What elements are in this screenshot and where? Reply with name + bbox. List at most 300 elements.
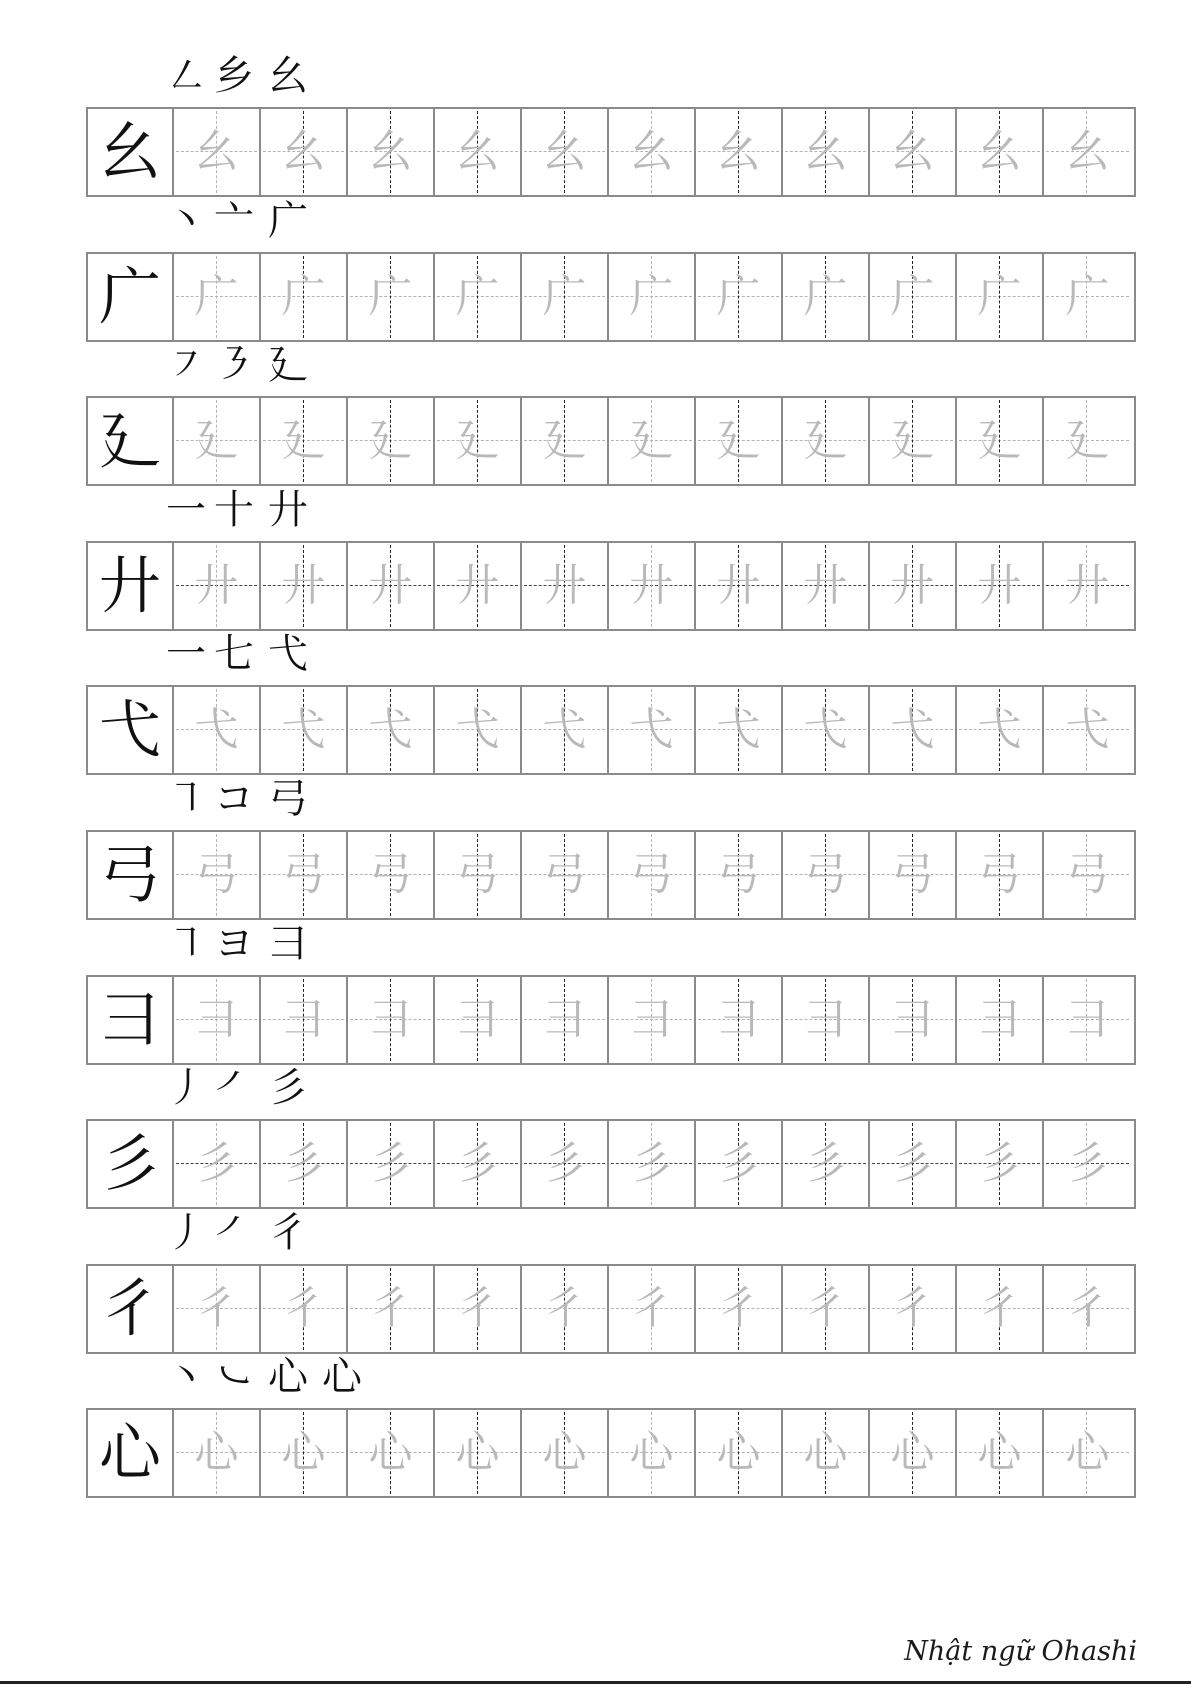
trace-character: 广	[542, 270, 587, 322]
trace-character: 彐	[716, 993, 761, 1045]
practice-cell[interactable]	[1044, 832, 1131, 918]
trace-character: 幺	[716, 126, 761, 177]
trace-character: 彐	[977, 993, 1022, 1045]
practice-cell[interactable]	[609, 543, 696, 629]
practice-cell[interactable]	[609, 254, 696, 340]
trace-character: 彡	[542, 1138, 587, 1190]
stroke-step: 廴	[268, 342, 308, 389]
practice-cell[interactable]	[174, 977, 261, 1063]
grid-row	[86, 107, 1136, 197]
trace-character: 广	[629, 270, 674, 322]
grid-row	[86, 541, 1136, 631]
trace-character: 彡	[281, 1138, 326, 1190]
practice-cell[interactable]	[696, 977, 783, 1063]
trace-character: 廴	[716, 415, 761, 467]
trace-character: 弋	[977, 704, 1022, 756]
practice-row	[86, 334, 1134, 484]
practice-cell[interactable]	[1044, 398, 1131, 484]
trace-character: 彡	[455, 1138, 500, 1190]
practice-cell[interactable]	[435, 832, 522, 918]
trace-character: 彳	[455, 1282, 500, 1334]
practice-cell[interactable]	[348, 832, 435, 918]
stroke-step: 彡	[268, 1065, 308, 1112]
stroke-order	[86, 45, 1134, 107]
practice-cell[interactable]	[957, 977, 1044, 1063]
practice-cell[interactable]	[348, 1410, 435, 1496]
practice-row	[86, 768, 1134, 918]
stroke-step: 廾	[268, 486, 308, 533]
trace-character: 廾	[890, 559, 935, 611]
trace-character: 弓	[803, 849, 848, 900]
practice-cell[interactable]	[522, 254, 609, 340]
trace-character: 廾	[368, 559, 413, 611]
practice-cell[interactable]	[261, 687, 348, 773]
practice-cell[interactable]	[870, 1410, 957, 1496]
practice-cell[interactable]	[1044, 977, 1131, 1063]
practice-cell[interactable]	[696, 109, 783, 195]
practice-cell[interactable]	[261, 254, 348, 340]
trace-character: 弓	[281, 849, 326, 900]
trace-character: 弓	[455, 849, 500, 900]
practice-cell[interactable]	[783, 1410, 870, 1496]
trace-character: 彡	[194, 1138, 239, 1190]
trace-character: 彡	[1065, 1138, 1110, 1190]
practice-cell[interactable]	[261, 832, 348, 918]
trace-character: 弋	[716, 704, 761, 756]
trace-character: 广	[194, 270, 239, 322]
practice-cell[interactable]	[609, 398, 696, 484]
trace-character: 广	[455, 270, 500, 322]
practice-cell[interactable]	[348, 1121, 435, 1207]
practice-cell[interactable]	[435, 1410, 522, 1496]
practice-cell[interactable]	[348, 687, 435, 773]
grid-row	[86, 830, 1136, 920]
stroke-step: ㇃	[214, 1354, 254, 1401]
model-character: 心	[98, 1416, 161, 1490]
trace-character: 心	[716, 1427, 761, 1479]
trace-character: 心	[455, 1427, 500, 1479]
model-cell	[88, 687, 174, 773]
practice-cell[interactable]	[957, 832, 1044, 918]
model-character: 廴	[98, 404, 161, 478]
stroke-order	[86, 913, 1134, 975]
practice-cell[interactable]	[696, 832, 783, 918]
trace-character: 彳	[281, 1282, 326, 1334]
model-cell	[88, 398, 174, 484]
stroke-step: 心	[322, 1354, 362, 1401]
trace-character: 弓	[977, 849, 1022, 900]
practice-cell[interactable]	[1044, 543, 1131, 629]
practice-cell[interactable]	[522, 1121, 609, 1207]
practice-cell[interactable]	[174, 832, 261, 918]
trace-character: 广	[1065, 270, 1110, 322]
practice-cell[interactable]	[435, 687, 522, 773]
trace-character: 廴	[542, 415, 587, 467]
trace-character: 廾	[1065, 559, 1110, 611]
practice-cell[interactable]	[522, 687, 609, 773]
model-character: 广	[98, 259, 161, 333]
practice-cell[interactable]	[609, 109, 696, 195]
trace-character: 彳	[1065, 1282, 1110, 1334]
practice-cell[interactable]	[435, 543, 522, 629]
model-cell	[88, 543, 174, 629]
trace-character: 彳	[629, 1282, 674, 1334]
practice-cell[interactable]	[261, 543, 348, 629]
practice-cell[interactable]	[696, 543, 783, 629]
stroke-step: 弋	[268, 631, 308, 678]
trace-character: 彐	[281, 993, 326, 1045]
practice-cell[interactable]	[174, 1410, 261, 1496]
trace-character: 彡	[368, 1138, 413, 1190]
footer-brand: Nhật ngữ Ohashi	[904, 1636, 1137, 1667]
practice-row	[86, 1202, 1134, 1352]
practice-cell[interactable]	[174, 398, 261, 484]
trace-character: 廾	[716, 559, 761, 611]
trace-character: 弋	[455, 704, 500, 756]
practice-cell[interactable]	[696, 1410, 783, 1496]
trace-character: 心	[890, 1427, 935, 1479]
practice-cell[interactable]	[870, 977, 957, 1063]
practice-cell[interactable]	[870, 109, 957, 195]
practice-cell[interactable]	[522, 977, 609, 1063]
trace-character: 广	[890, 270, 935, 322]
stroke-step: ㇒	[214, 1065, 254, 1112]
practice-cell[interactable]	[870, 1266, 957, 1352]
trace-character: 弓	[368, 849, 413, 900]
trace-character: 幺	[803, 126, 848, 177]
trace-character: 廴	[890, 415, 935, 467]
trace-character: 幺	[629, 126, 674, 177]
stroke-step: ㇒	[214, 1209, 254, 1256]
trace-character: 廾	[803, 559, 848, 611]
practice-cell[interactable]	[870, 254, 957, 340]
stroke-step: ヨ	[214, 920, 254, 967]
trace-character: 廾	[281, 559, 326, 611]
stroke-order	[86, 1057, 1134, 1119]
trace-character: 弋	[368, 704, 413, 756]
practice-cell[interactable]	[870, 543, 957, 629]
trace-character: 彳	[716, 1282, 761, 1334]
stroke-step: 七	[214, 631, 254, 678]
model-character: 廾	[98, 548, 161, 622]
practice-cell[interactable]	[522, 1266, 609, 1352]
trace-character: 彐	[542, 993, 587, 1045]
practice-cell[interactable]	[957, 254, 1044, 340]
bottom-rule	[0, 1681, 1191, 1684]
practice-cell[interactable]	[348, 977, 435, 1063]
practice-cell[interactable]	[261, 1410, 348, 1496]
stroke-step: ㇇	[166, 342, 206, 389]
practice-cell[interactable]	[261, 977, 348, 1063]
practice-cell[interactable]	[348, 398, 435, 484]
model-character: 彐	[98, 982, 161, 1056]
stroke-order	[86, 479, 1134, 541]
practice-cell[interactable]	[522, 109, 609, 195]
practice-cell[interactable]	[261, 398, 348, 484]
practice-row	[86, 623, 1134, 773]
model-character: 弋	[98, 693, 161, 767]
practice-row	[86, 45, 1134, 195]
stroke-order	[86, 1346, 1134, 1408]
practice-cell[interactable]	[1044, 1121, 1131, 1207]
practice-cell[interactable]	[1044, 687, 1131, 773]
stroke-step: 一	[166, 631, 206, 678]
practice-cell[interactable]	[696, 1121, 783, 1207]
practice-cell[interactable]	[957, 109, 1044, 195]
practice-cell[interactable]	[957, 1121, 1044, 1207]
trace-character: 心	[281, 1427, 326, 1479]
trace-character: 弋	[281, 704, 326, 756]
practice-cell[interactable]	[783, 254, 870, 340]
practice-row	[86, 913, 1134, 1063]
trace-character: 彳	[977, 1282, 1022, 1334]
trace-character: 弋	[890, 704, 935, 756]
practice-cell[interactable]	[870, 398, 957, 484]
trace-character: 廴	[629, 415, 674, 467]
grid-row	[86, 396, 1136, 486]
practice-row	[86, 1346, 1134, 1496]
model-character: 弓	[98, 838, 161, 911]
model-cell	[88, 1121, 174, 1207]
trace-character: 彐	[194, 993, 239, 1045]
practice-cell[interactable]	[174, 1121, 261, 1207]
trace-character: 弋	[194, 704, 239, 756]
practice-row	[86, 190, 1134, 340]
practice-cell[interactable]	[609, 1121, 696, 1207]
practice-cell[interactable]	[522, 832, 609, 918]
trace-character: 彡	[716, 1138, 761, 1190]
grid-row	[86, 1264, 1136, 1354]
stroke-step: 丶	[166, 1354, 206, 1401]
trace-character: 心	[977, 1427, 1022, 1479]
trace-character: 廾	[629, 559, 674, 611]
stroke-step: 彳	[268, 1209, 308, 1256]
trace-character: 彡	[629, 1138, 674, 1190]
practice-cell[interactable]	[522, 543, 609, 629]
practice-cell[interactable]	[174, 543, 261, 629]
stroke-step: 幺	[268, 53, 308, 99]
trace-character: 廴	[194, 415, 239, 467]
practice-cell[interactable]	[174, 254, 261, 340]
practice-cell[interactable]	[435, 109, 522, 195]
practice-cell[interactable]	[435, 254, 522, 340]
grid-row	[86, 1408, 1136, 1498]
trace-character: 幺	[977, 126, 1022, 177]
practice-cell[interactable]	[348, 109, 435, 195]
practice-row	[86, 479, 1134, 629]
stroke-order	[86, 1202, 1134, 1264]
practice-cell[interactable]	[609, 977, 696, 1063]
practice-cell[interactable]	[174, 1266, 261, 1352]
stroke-order	[86, 190, 1134, 252]
trace-character: 幺	[281, 126, 326, 177]
stroke-step: コ	[214, 776, 254, 822]
model-cell	[88, 254, 174, 340]
trace-character: 彐	[1065, 993, 1110, 1045]
stroke-step: ㇋	[214, 342, 254, 389]
trace-character: 心	[542, 1427, 587, 1479]
trace-character: 幺	[542, 126, 587, 177]
practice-cell[interactable]	[870, 832, 957, 918]
practice-cell[interactable]	[783, 1121, 870, 1207]
practice-cell[interactable]	[261, 1266, 348, 1352]
trace-character: 心	[629, 1427, 674, 1479]
stroke-order	[86, 768, 1134, 830]
stroke-step: 亠	[214, 197, 254, 244]
trace-character: 廴	[455, 415, 500, 467]
trace-character: 彐	[368, 993, 413, 1045]
practice-cell[interactable]	[609, 1410, 696, 1496]
practice-cell[interactable]	[1044, 1266, 1131, 1352]
model-cell	[88, 1410, 174, 1496]
trace-character: 彡	[890, 1138, 935, 1190]
practice-cell[interactable]	[609, 1266, 696, 1352]
trace-character: 弋	[542, 704, 587, 756]
practice-cell[interactable]	[348, 543, 435, 629]
practice-cell[interactable]	[174, 687, 261, 773]
model-character: 彡	[98, 1127, 161, 1201]
practice-cell[interactable]	[957, 1410, 1044, 1496]
stroke-step: 彐	[268, 920, 308, 967]
practice-cell[interactable]	[261, 109, 348, 195]
model-cell	[88, 832, 174, 918]
practice-cell[interactable]	[783, 109, 870, 195]
practice-cell[interactable]	[609, 832, 696, 918]
stroke-step: 心	[268, 1354, 308, 1401]
trace-character: 廴	[977, 415, 1022, 467]
trace-character: 彐	[803, 993, 848, 1045]
trace-character: 廴	[1065, 415, 1110, 467]
model-character: 幺	[98, 115, 161, 188]
practice-cell[interactable]	[1044, 1410, 1131, 1496]
trace-character: 弓	[194, 849, 239, 900]
practice-cell[interactable]	[522, 1410, 609, 1496]
trace-character: 心	[803, 1427, 848, 1479]
practice-cell[interactable]	[957, 398, 1044, 484]
practice-cell[interactable]	[348, 254, 435, 340]
grid-row	[86, 1119, 1136, 1209]
practice-cell[interactable]	[870, 1121, 957, 1207]
stroke-step: ㇕	[166, 920, 206, 967]
practice-cell[interactable]	[957, 687, 1044, 773]
practice-cell[interactable]	[783, 687, 870, 773]
trace-character: 心	[1065, 1427, 1110, 1479]
stroke-step: 乡	[214, 53, 254, 99]
practice-cell[interactable]	[1044, 109, 1131, 195]
stroke-step: 丶	[166, 197, 206, 244]
trace-character: 弓	[716, 849, 761, 900]
practice-cell[interactable]	[870, 687, 957, 773]
practice-cell[interactable]	[696, 398, 783, 484]
trace-character: 廴	[368, 415, 413, 467]
practice-cell[interactable]	[435, 1266, 522, 1352]
stroke-step: 一	[166, 486, 206, 533]
trace-character: 弓	[629, 849, 674, 900]
practice-cell[interactable]	[435, 398, 522, 484]
trace-character: 彡	[977, 1138, 1022, 1190]
practice-row	[86, 1057, 1134, 1207]
trace-character: 广	[368, 270, 413, 322]
trace-character: 心	[194, 1427, 239, 1479]
trace-character: 廾	[194, 559, 239, 611]
practice-cell[interactable]	[609, 687, 696, 773]
practice-cell[interactable]	[435, 1121, 522, 1207]
practice-cell[interactable]	[696, 1266, 783, 1352]
stroke-step: 丿	[166, 1209, 206, 1256]
trace-character: 彳	[194, 1282, 239, 1334]
practice-cell[interactable]	[783, 832, 870, 918]
trace-character: 幺	[368, 126, 413, 177]
practice-cell[interactable]	[1044, 254, 1131, 340]
practice-cell[interactable]	[783, 398, 870, 484]
practice-cell[interactable]	[174, 109, 261, 195]
grid-row	[86, 252, 1136, 342]
trace-character: 弓	[542, 849, 587, 900]
trace-character: 彳	[542, 1282, 587, 1334]
trace-character: 廾	[977, 559, 1022, 611]
trace-character: 彳	[803, 1282, 848, 1334]
practice-cell[interactable]	[348, 1266, 435, 1352]
trace-character: 弓	[1065, 849, 1110, 900]
practice-cell[interactable]	[696, 254, 783, 340]
model-cell	[88, 977, 174, 1063]
stroke-step: 丿	[166, 1065, 206, 1112]
trace-character: 彡	[803, 1138, 848, 1190]
stroke-order	[86, 334, 1134, 396]
stroke-step: ㇕	[166, 776, 206, 822]
trace-character: 弓	[890, 849, 935, 900]
trace-character: 幺	[890, 126, 935, 177]
grid-row	[86, 975, 1136, 1065]
stroke-step: ㇜	[166, 53, 206, 99]
trace-character: 彐	[629, 993, 674, 1045]
practice-cell[interactable]	[957, 1266, 1044, 1352]
trace-character: 广	[716, 270, 761, 322]
practice-cell[interactable]	[696, 687, 783, 773]
trace-character: 廾	[542, 559, 587, 611]
practice-cell[interactable]	[435, 977, 522, 1063]
trace-character: 广	[977, 270, 1022, 322]
trace-character: 幺	[1065, 126, 1110, 177]
practice-cell[interactable]	[522, 398, 609, 484]
trace-character: 彐	[455, 993, 500, 1045]
trace-character: 廴	[803, 415, 848, 467]
trace-character: 弋	[803, 704, 848, 756]
trace-character: 广	[281, 270, 326, 322]
trace-character: 彳	[368, 1282, 413, 1334]
trace-character: 彐	[890, 993, 935, 1045]
stroke-step: 十	[214, 486, 254, 533]
practice-cell[interactable]	[957, 543, 1044, 629]
trace-character: 廴	[281, 415, 326, 467]
trace-character: 广	[803, 270, 848, 322]
practice-cell[interactable]	[783, 977, 870, 1063]
stroke-step: 广	[268, 197, 308, 244]
model-cell	[88, 109, 174, 195]
model-cell	[88, 1266, 174, 1352]
trace-character: 心	[368, 1427, 413, 1479]
practice-cell[interactable]	[783, 1266, 870, 1352]
grid-row	[86, 685, 1136, 775]
stroke-step: 弓	[268, 776, 308, 822]
trace-character: 幺	[455, 126, 500, 177]
practice-cell[interactable]	[783, 543, 870, 629]
trace-character: 廾	[455, 559, 500, 611]
stroke-order	[86, 623, 1134, 685]
practice-cell[interactable]	[261, 1121, 348, 1207]
trace-character: 彳	[890, 1282, 935, 1334]
trace-character: 幺	[194, 126, 239, 177]
